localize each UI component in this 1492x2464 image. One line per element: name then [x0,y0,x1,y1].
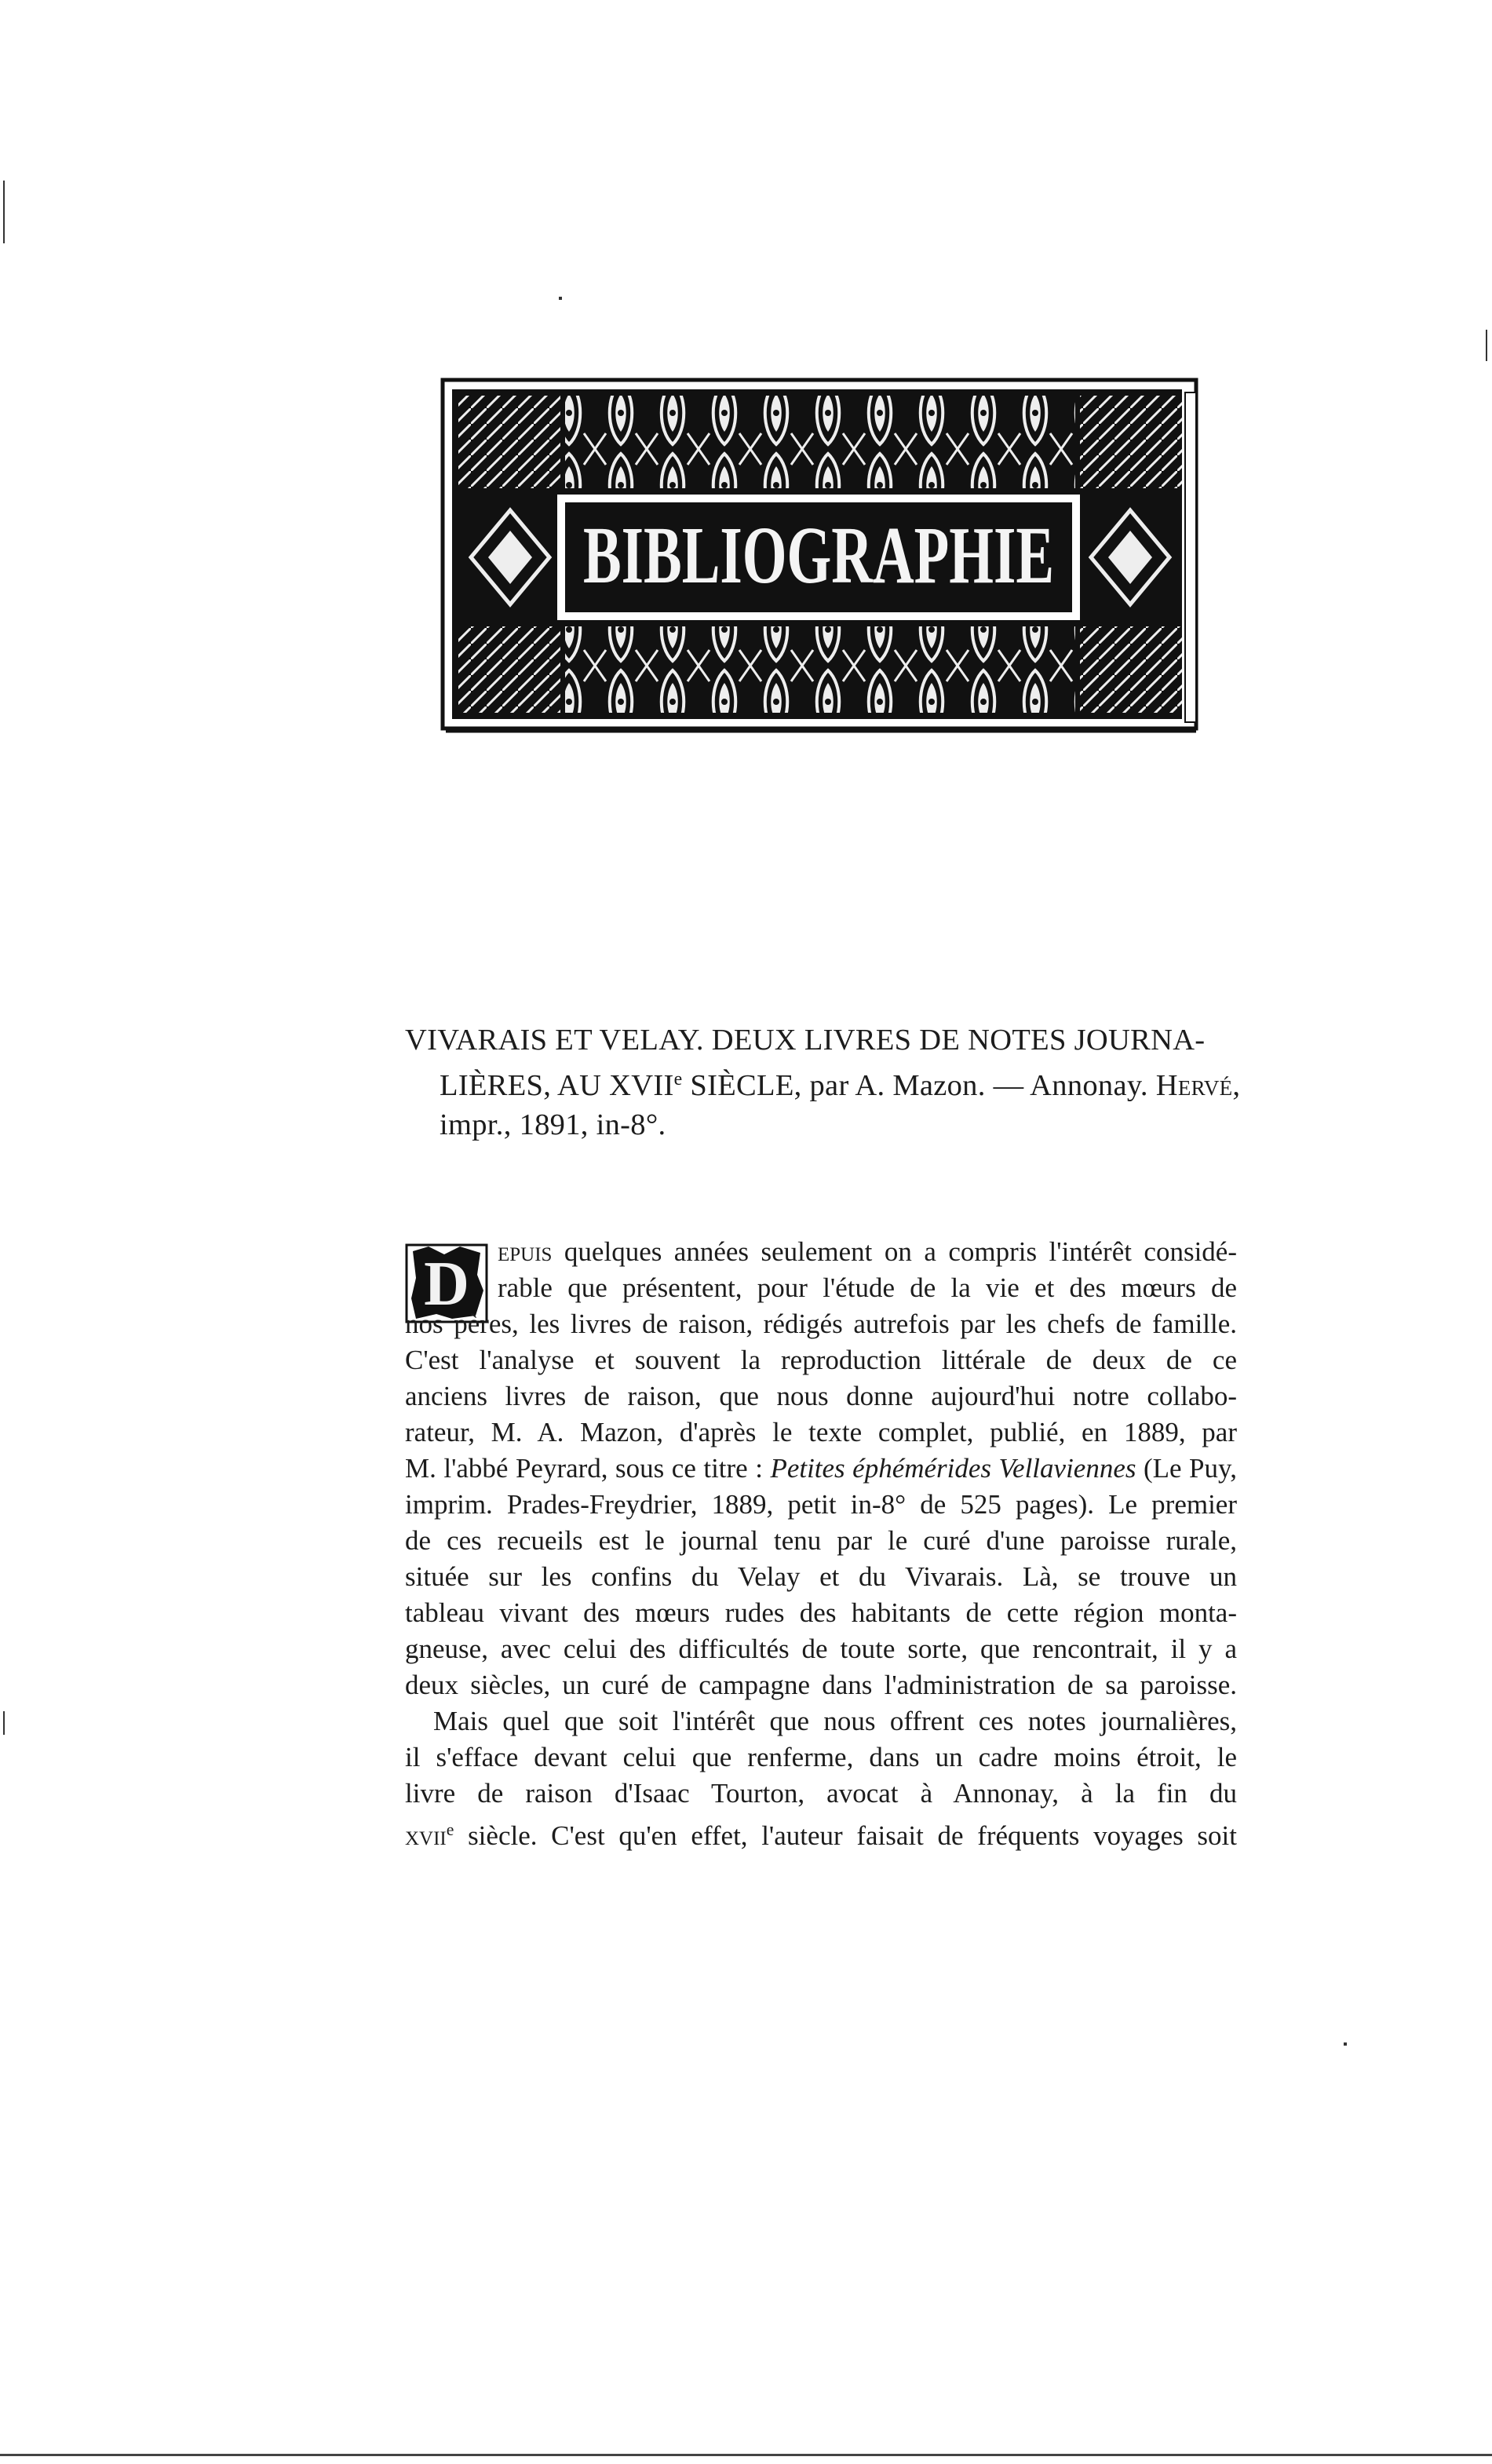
scan-mark [559,297,562,300]
scan-mark [3,1711,5,1735]
body-line: epuis quelques années seulement on a compris l'intérêt considé- [498,1236,1237,1267]
review-body [405,1234,1237,1940]
book-reference-heading [405,1020,1241,1144]
heading-line-1: VIVARAIS ET VELAY. DEUX LIVRES DE NOTES JOURNA- [405,1024,1206,1057]
body-line: de ces recueils est le journal tenu par le curé d'une paroisse rurale, [405,1525,1237,1556]
dropcap-letter: D [424,1250,469,1319]
body-line: il s'efface devant celui que renferme, dans un cadre moins étroit, le [405,1742,1237,1772]
body-line: située sur les confins du Velay et du Vivarais. Là, se trouve un [405,1561,1237,1592]
scan-mark [3,181,5,243]
banner-title: BIBLIOGRAPHIE [583,510,1054,600]
body-line: gneuse, avec celui des difficultés de toute sorte, que rencontrait, il y a [405,1634,1237,1664]
scan-mark [1344,2042,1347,2046]
body-line: anciens livres de raison, que nous donne aujourd'hui notre collabo- [405,1381,1237,1411]
heading-line-2: LIÈRES, AU XVIIe SIÈCLE, par A. Mazon. — Annonay. Hervé, [440,1069,1241,1103]
bottom-rule [0,2454,1492,2456]
body-line: deux siècles, un curé de campagne dans l'administration de sa paroisse. [405,1670,1237,1700]
body-line: rateur, M. A. Mazon, d'après le texte complet, publié, en 1889, par [405,1417,1237,1447]
heading-line-3: impr., 1891, in-8°. [440,1108,666,1142]
body-line: nos pères, les livres de raison, rédigés autrefois par les chefs de famille. [405,1309,1237,1339]
scan-mark [1486,330,1487,361]
body-line: rable que présentent, pour l'étude de la vie et des mœurs de [498,1272,1237,1303]
body-line: M. l'abbé Peyrard, sous ce titre : Petites éphémérides Vellaviennes (Le Puy, [405,1453,1237,1484]
body-line: livre de raison d'Isaac Tourton, avocat à Annonay, à la fin du [405,1778,1237,1809]
body-line: Mais quel que soit l'intérêt que nous offrent ces notes journalières, [433,1706,1237,1736]
body-line: xvii$^e$ siècle. C'est qu'en effet, l'auteur faisait de fréquents voyages soit [405,1820,1237,1851]
body-line: tableau vivant des mœurs rudes des habitants de cette région monta- [405,1597,1237,1628]
body-line: C'est l'analyse et souvent la reproduction littérale de deux de ce [405,1345,1237,1375]
bibliographie-banner [440,377,1201,738]
body-line: imprim. Prades-Freydrier, 1889, petit in-8° de 525 pages). Le premier [405,1489,1237,1520]
